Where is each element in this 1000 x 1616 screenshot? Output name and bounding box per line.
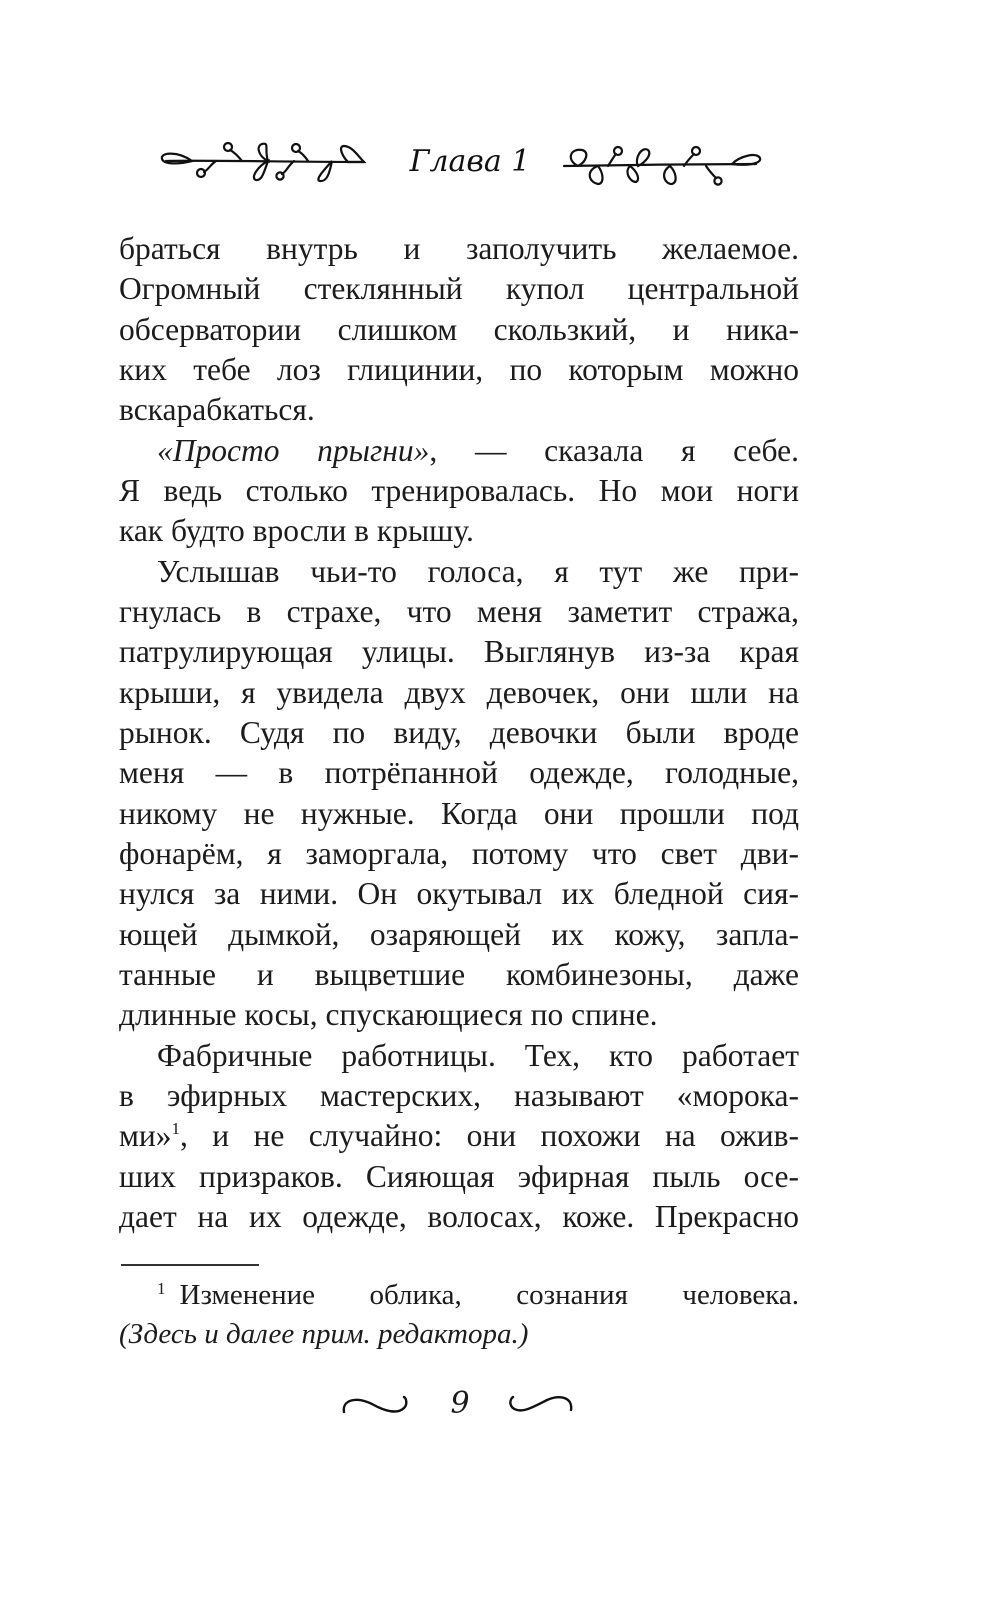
text-line-footnote-ref bbox=[119, 1116, 799, 1156]
body-text bbox=[119, 229, 799, 1237]
text-line: Услышав чьи-то голоса, я тут же при- bbox=[157, 553, 799, 589]
footnote-separator bbox=[121, 1264, 259, 1266]
footnote-reference[interactable]: 1 bbox=[171, 1119, 181, 1139]
text-line: нулся за ними. Он окутывал их бледной сия- bbox=[119, 876, 799, 912]
text-line: танные и выцветшие комбинезоны, даже bbox=[119, 956, 799, 992]
text-line: обсерватории слишком скользкий, и ника- bbox=[119, 311, 799, 347]
text-line: рынок. Судя по виду, девочки были вроде bbox=[119, 714, 799, 750]
text-line: браться внутрь и заполучить желаемое. bbox=[119, 231, 799, 266]
footnote-text: Изменение облика, сознания человека. bbox=[179, 1279, 799, 1311]
text-line: как будто вросли в крышу. bbox=[119, 513, 474, 549]
page-number-footer bbox=[340, 1382, 580, 1426]
text-line: ких тебе лоз глицинии, по которым можно bbox=[119, 351, 799, 387]
left-swash-icon bbox=[340, 1390, 412, 1420]
text-line: меня — в потрёпанной одежде, голодные, bbox=[119, 755, 799, 791]
text-line: никому не нужные. Когда они прошли под bbox=[119, 795, 799, 831]
text-fragment: , — сказала я себе. bbox=[429, 432, 799, 468]
chapter-header bbox=[150, 138, 770, 188]
page-number: 9 bbox=[450, 1386, 470, 1421]
text-line: дает на их одежде, волосах, коже. Прекрасно bbox=[119, 1198, 799, 1234]
text-line-quote bbox=[119, 431, 799, 471]
text-line: Я ведь столько тренировалась. Но мои ноги bbox=[119, 472, 799, 508]
text-line: гнулась в страхе, что меня заметит стража, bbox=[119, 593, 799, 629]
text-line: фонарём, я заморгала, потому что свет дви- bbox=[119, 835, 799, 871]
footnote bbox=[119, 1276, 799, 1354]
footnote-editor-note: (Здесь и далее прим. редактора.) bbox=[119, 1318, 529, 1350]
text-line: ших призраков. Сияющая эфирная пыль осе- bbox=[119, 1158, 799, 1194]
footnote-line bbox=[119, 1276, 799, 1315]
text-fragment: , и не случайно: они похожи на ожив- bbox=[180, 1118, 799, 1154]
text-line: патрулирующая улицы. Выглянув из-за края bbox=[119, 634, 799, 670]
text-line: вскарабкаться. bbox=[119, 392, 315, 428]
text-line: ющей дымкой, озаряющей их кожу, запла- bbox=[119, 916, 799, 952]
text-fragment: ми» bbox=[119, 1118, 172, 1154]
text-line: длинные косы, спускающиеся по спине. bbox=[119, 997, 658, 1033]
right-swash-icon bbox=[505, 1390, 577, 1420]
text-line: в эфирных мастерских, называют «морока- bbox=[119, 1077, 799, 1113]
text-line: крыши, я увидела двух девочек, они шли на bbox=[119, 674, 799, 710]
footnote-mark: 1 bbox=[157, 1279, 166, 1298]
italic-quote: «Просто прыгни» bbox=[157, 432, 430, 468]
text-line: Фабричные работницы. Тех, кто работает bbox=[157, 1037, 799, 1073]
text-line: Огромный стеклянный купол центральной bbox=[119, 271, 799, 307]
left-vine-ornament-icon bbox=[158, 138, 368, 188]
chapter-title: Глава 1 bbox=[409, 144, 531, 179]
right-vine-ornament-icon bbox=[560, 138, 770, 188]
